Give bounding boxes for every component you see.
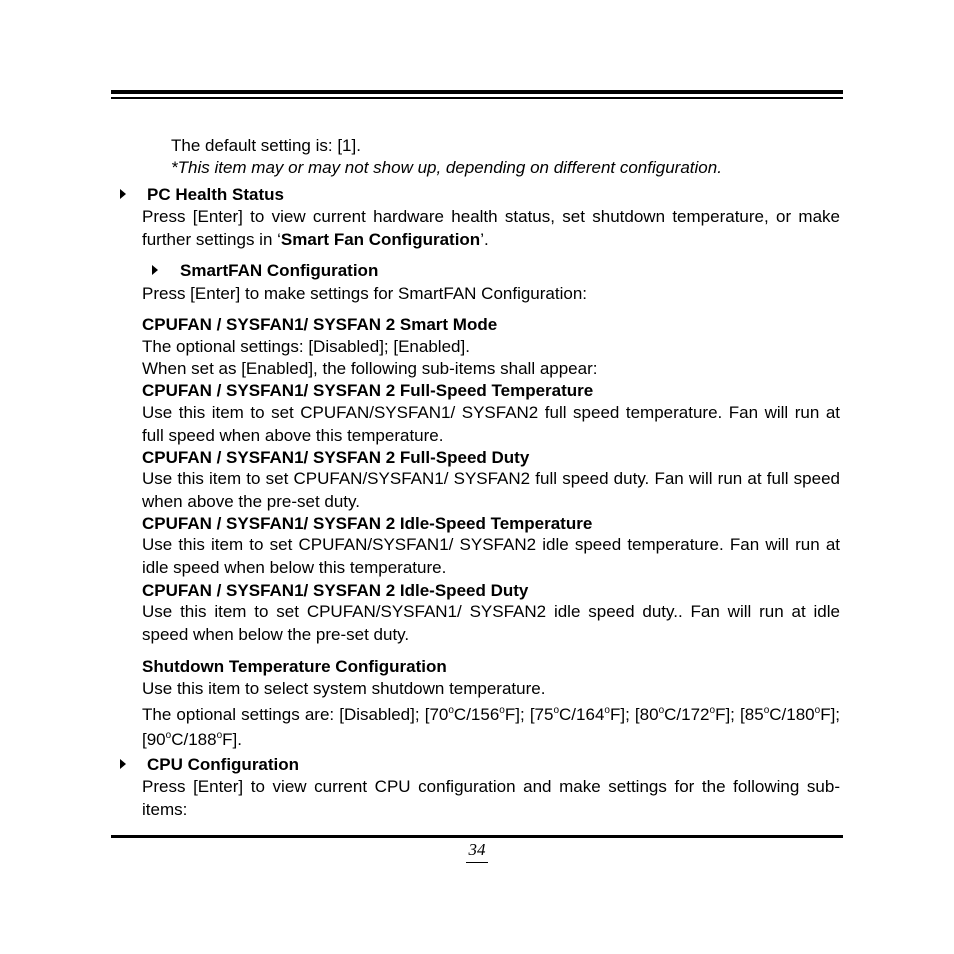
degree-symbol: o <box>165 730 172 741</box>
pc-health-desc-pre: Press [Enter] to view current hardware health status, set shutdown temperature, or make further settings in ‘ <box>142 207 840 249</box>
degree-symbol: o <box>216 730 223 741</box>
idle-speed-duty-description: Use this item to set CPUFAN/SYSFAN1/ SYSFAN2 idle speed duty.. Fan will run at idle speed when below the pre-set duty. <box>142 602 840 644</box>
config-note: *This item may or may not show up, depending on different configuration. <box>171 158 722 177</box>
shutdown-option-part: C/188 <box>171 730 217 749</box>
pc-health-title: PC Health Status <box>147 185 284 204</box>
pc-health-description <box>142 206 840 251</box>
shutdown-option-part: F]; [85 <box>715 705 764 724</box>
idle-speed-temperature-description: Use this item to set CPUFAN/SYSFAN1/ SYSFAN2 idle speed temperature. Fan will run at idle speed when below this temperature. <box>142 535 840 577</box>
full-speed-temperature-title: CPUFAN / SYSFAN1/ SYSFAN 2 Full-Speed Temperature <box>142 381 594 400</box>
degree-symbol: o <box>709 705 716 716</box>
shutdown-temperature-options <box>142 702 840 752</box>
bullet-arrow-icon <box>152 265 158 275</box>
smart-fan-configuration-ref: Smart Fan Configuration <box>280 229 481 249</box>
header-rule-thick <box>111 90 843 94</box>
degree-symbol: o <box>448 705 454 716</box>
shutdown-option-part: C/172 <box>664 705 710 724</box>
degree-symbol: o <box>658 705 665 716</box>
degree-symbol: o <box>604 705 610 716</box>
header-rule-thin <box>111 97 843 99</box>
shutdown-temperature-description: Use this item to select system shutdown temperature. <box>142 679 546 698</box>
smartfan-description: Press [Enter] to make settings for SmartFAN Configuration: <box>142 284 588 303</box>
shutdown-option-part: F]; [80 <box>609 705 659 724</box>
shutdown-option-part: C/180 <box>769 705 815 724</box>
shutdown-option-part: F]; [75 <box>504 705 554 724</box>
page-number: 34 <box>468 840 486 859</box>
page-number-underline <box>466 862 488 863</box>
shutdown-option-part: C/164 <box>559 705 605 724</box>
bullet-arrow-icon <box>120 189 126 199</box>
smart-mode-note: When set as [Enabled], the following sub-items shall appear: <box>142 359 598 378</box>
idle-speed-temperature-title: CPUFAN / SYSFAN1/ SYSFAN 2 Idle-Speed Temperature <box>142 514 593 533</box>
bullet-arrow-icon <box>120 759 126 769</box>
pc-health-desc-post: ’. <box>480 229 489 249</box>
shutdown-option-part: F]. <box>222 730 242 749</box>
footer-rule <box>111 835 843 838</box>
cpu-configuration-description: Press [Enter] to view current CPU configuration and make settings for the following sub-items: <box>142 777 840 819</box>
full-speed-duty-title: CPUFAN / SYSFAN1/ SYSFAN 2 Full-Speed Duty <box>142 448 530 467</box>
shutdown-option-part: C/156 <box>453 705 500 724</box>
smart-mode-options: The optional settings: [Disabled]; [Enabled]. <box>142 337 470 356</box>
shutdown-options-prefix: The optional settings are: [Disabled]; [70 <box>142 705 449 724</box>
cpu-configuration-title: CPU Configuration <box>147 755 300 774</box>
full-speed-duty-description: Use this item to set CPUFAN/SYSFAN1/ SYSFAN2 full speed duty. Fan will run at full speed when above the pre-set duty. <box>142 469 840 511</box>
degree-symbol: o <box>553 705 560 716</box>
degree-symbol: o <box>763 705 770 716</box>
shutdown-option-part: F];[90 <box>142 705 841 749</box>
full-speed-temperature-description: Use this item to set CPUFAN/SYSFAN1/ SYSFAN2 full speed temperature. Fan will run at full speed when above this temperature. <box>142 403 840 445</box>
shutdown-temperature-title: Shutdown Temperature Configuration <box>142 657 447 676</box>
degree-symbol: o <box>814 705 821 716</box>
smart-mode-title: CPUFAN / SYSFAN1/ SYSFAN 2 Smart Mode <box>142 315 498 334</box>
idle-speed-duty-title: CPUFAN / SYSFAN1/ SYSFAN 2 Idle-Speed Duty <box>142 581 529 600</box>
smartfan-title: SmartFAN Configuration <box>180 261 379 280</box>
default-setting-text: The default setting is: [1]. <box>171 136 361 155</box>
degree-symbol: o <box>499 705 505 716</box>
